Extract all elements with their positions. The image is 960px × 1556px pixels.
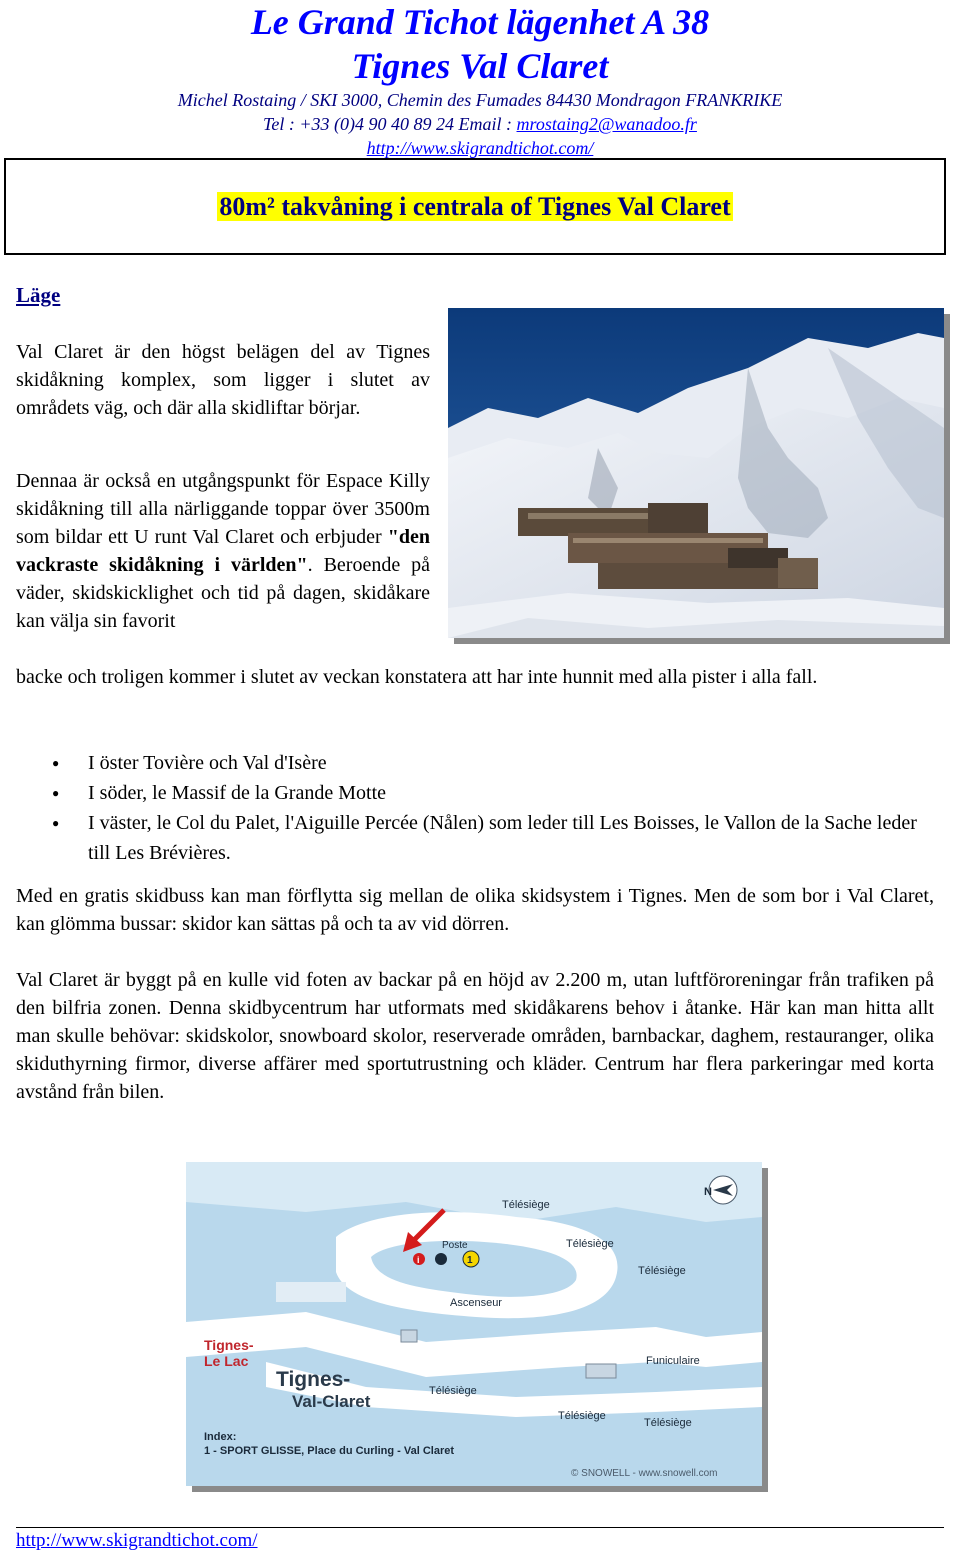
map-index-item: 1 - SPORT GLISSE, Place du Curling - Val Claret xyxy=(204,1445,455,1457)
espace-quote: "den vackraste skidåkning i världen" xyxy=(16,526,430,576)
headline-wrapper xyxy=(6,192,944,222)
info-label: i xyxy=(417,1255,420,1265)
espace-text-end: . Beroende på väder, skidskicklighet och tid på dagen, skidåkare kan välja sin favorit xyxy=(16,554,430,632)
north-label: N xyxy=(704,1186,712,1198)
document-subtitle: Tignes Val Claret xyxy=(351,46,609,86)
tignes-lac-label: Le Lac xyxy=(204,1353,249,1369)
map-index-title: Index: xyxy=(204,1431,237,1443)
direction-list xyxy=(44,748,934,868)
telesiege-label: Télésiège xyxy=(502,1199,550,1211)
funiculaire-label: Funiculaire xyxy=(646,1355,700,1367)
poste-label: Poste xyxy=(442,1240,468,1251)
tel-email-label: Tel : +33 (0)4 90 40 89 24 Email : xyxy=(263,114,517,134)
headline: 80m² takvåning i centrala of Tignes Val Claret xyxy=(219,192,731,221)
telesiege-label: Télésiège xyxy=(429,1385,477,1397)
tignes-lac-label: Tignes- xyxy=(204,1337,254,1353)
bus-paragraph: Med en gratis skidbuss kan man förflytta sig mellan de olika skidsystem i Tignes. Men de som bor i Val Claret, kan glömma bussar: skidor kan sättas på och ta av vid dörren. xyxy=(16,885,934,935)
resort-map xyxy=(186,1162,762,1486)
espace-paragraph-continued: backe och troligen kommer i slutet av veckan konstatera att har inte hunnit med alla pister i alla fall. xyxy=(16,666,818,688)
location-marker xyxy=(463,1251,479,1267)
val-claret-label: Tignes- xyxy=(276,1368,351,1391)
espace-paragraph xyxy=(16,467,430,635)
section-heading: Läge xyxy=(16,283,61,307)
resort-photo-image xyxy=(448,308,944,638)
document-title: Le Grand Tichot lägenhet A 38 xyxy=(250,2,710,42)
footer xyxy=(16,1530,258,1552)
telesiege-label: Télésiège xyxy=(558,1410,606,1422)
map-copyright: © SNOWELL - www.snowell.com xyxy=(571,1468,718,1479)
contact-address: Michel Rostaing / SKI 3000, Chemin des Fumades 84430 Mondragon FRANKRIKE xyxy=(177,90,783,110)
footer-divider xyxy=(16,1527,944,1528)
ascenseur-label: Ascenseur xyxy=(450,1297,502,1309)
telesiege-label: Télésiège xyxy=(566,1238,614,1250)
website-line xyxy=(0,136,960,160)
post-office-icon xyxy=(435,1253,447,1265)
intro-paragraph: Val Claret är den högst belägen del av Tignes skidåkning komplex, som ligger i slutet av områdets väg, och där alla skidliftar börjar. xyxy=(16,341,430,419)
resort-map-image xyxy=(186,1162,762,1486)
headline-box xyxy=(4,158,946,255)
email-link[interactable]: mrostaing2@wanadoo.fr xyxy=(516,114,697,134)
website-link[interactable]: http://www.skigrandtichot.com/ xyxy=(366,138,594,158)
list-item: ● I öster Tovière och Val d'Isère xyxy=(44,748,934,778)
village-paragraph: Val Claret är byggt på en kulle vid foten av backar på en höjd av 2.200 m, utan luftföroreningar från trafiken på den bilfria zonen. Denna skidbycentrum har utformats med skidåkarens behov i åtanke. Här kan man hitta allt man skulle behövar: skidskolor, snowboard skolor, reserverade områden, barnbackar, daghem, restauranger, olika skiduthyrning firmor, diverse affärer med sportutrustning och kläder. Centrum har flera parkeringar med korta avstånd från bilen. xyxy=(16,969,934,1103)
footer-link[interactable]: http://www.skigrandtichot.com/ xyxy=(16,1530,258,1551)
list-item: ● I söder, le Massif de la Grande Motte xyxy=(44,778,934,808)
espace-text: Dennaa är också en utgångspunkt för Espace Killy skidåkning till alla närliggande toppar över 3500m som bildar ett U runt Val Claret och erbjuder xyxy=(16,470,430,548)
val-claret-label: Val-Claret xyxy=(292,1392,371,1411)
contact-line xyxy=(0,112,960,136)
location-number: 1 xyxy=(467,1255,473,1266)
telesiege-label: Télésiège xyxy=(638,1265,686,1277)
resort-photo xyxy=(448,308,944,638)
info-marker xyxy=(413,1253,425,1265)
list-item: ● I väster, le Col du Palet, l'Aiguille Percée (Nålen) som leder till Les Boisses, le Vallon de la Sache leder till Les Brévières. xyxy=(44,808,934,868)
telesiege-label: Télésiège xyxy=(644,1417,692,1429)
